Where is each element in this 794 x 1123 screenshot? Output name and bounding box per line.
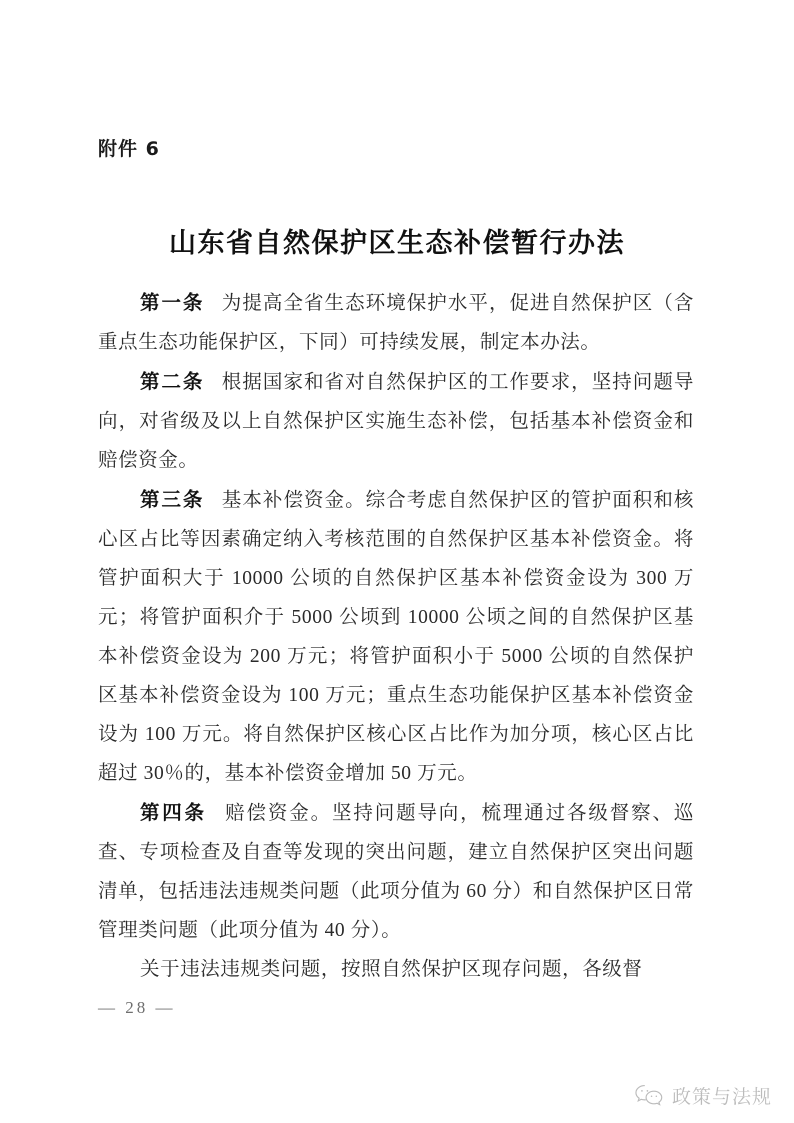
- article-marker-1: 第一条: [140, 291, 205, 314]
- article-marker-4: 第四条: [140, 801, 207, 824]
- attachment-label: 附件 6: [98, 138, 160, 160]
- watermark-label: 政策与法规: [671, 1086, 772, 1108]
- page-number: — 28 —: [98, 998, 176, 1017]
- wechat-icon: [634, 1083, 664, 1109]
- article-marker-3: 第三条: [140, 488, 205, 511]
- article-text-1: 为提高全省生态环境保护水平，促进自然保护区（含重点生态功能保护区，下同）可持续发展，制定本办法。: [98, 293, 694, 353]
- article-marker-2: 第二条: [140, 370, 205, 393]
- trailing-paragraph: 关于违法违规类问题，按照自然保护区现存问题，各级督: [140, 959, 643, 980]
- document-body: [98, 283, 694, 989]
- article-paragraph-4: [98, 793, 694, 950]
- article-text-4: 赔偿资金。坚持问题导向，梳理通过各级督察、巡查、专项检查及自查等发现的突出问题，建立自然保护区突出问题清单，包括违法违规类问题（此项分值为 60 分）和自然保护区日常管理类问题（此项分值为 40 分）。: [98, 803, 694, 941]
- page-title: 山东省自然保护区生态补偿暂行办法: [169, 228, 625, 259]
- article-paragraph-3: [98, 480, 694, 793]
- article-text-3: 基本补偿资金。综合考虑自然保护区的管护面积和核心区占比等因素确定纳入考核范围的自然保护区基本补偿资金。将管护面积大于 10000 公顷的自然保护区基本补偿资金设为 300 万元；将管护面积介于 5000 公顷到 10000 公顷之间的自然保护区基本补偿资金设为 200 万元；将管护面积小于 5000 公顷的自然保护区基本补偿资金设为 100 万元；重点生态功能保护区基本补偿资金设为 100 万元。将自然保护区核心区占比作为加分项，核心区占比超过 30％的，基本补偿资金增加 50 万元。: [98, 490, 694, 784]
- article-text-2: 根据国家和省对自然保护区的工作要求，坚持问题导向，对省级及以上自然保护区实施生态补偿，包括基本补偿资金和赔偿资金。: [98, 372, 694, 471]
- article-paragraph-1: [98, 283, 694, 362]
- watermark-badge: [634, 1082, 772, 1109]
- article-paragraph-2: [98, 362, 694, 480]
